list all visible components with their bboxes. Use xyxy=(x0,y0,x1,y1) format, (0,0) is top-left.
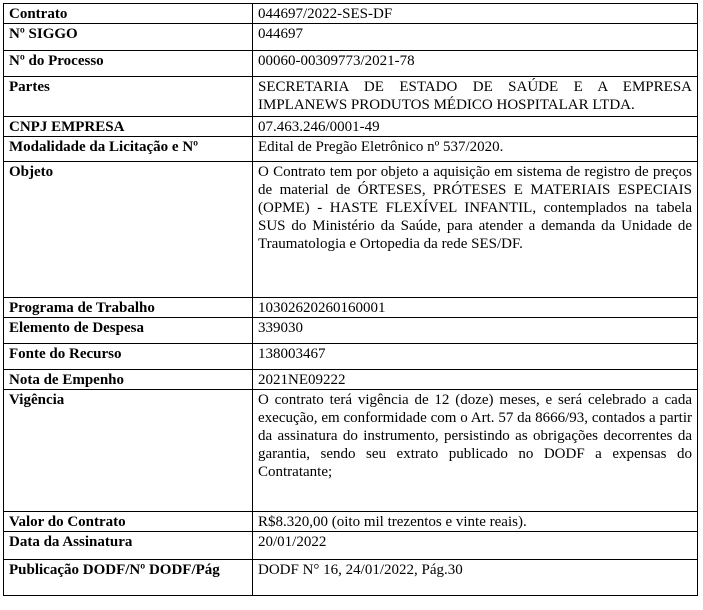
table-row xyxy=(4,298,698,318)
row-value: O contrato terá vigência de 12 (doze) meses, e será celebrado a cada execução, em conformidade com o Art. 57 da 8666/93, contados a partir da assinatura do instrumento, persistindo as obrigações decorrentes da garantia, sendo seu extrato publicado no DODF a expensas do Contratante; xyxy=(253,390,698,512)
row-value: 339030 xyxy=(253,318,698,344)
table-row xyxy=(4,560,698,596)
row-value: 07.463.246/0001-49 xyxy=(253,117,698,137)
contract-summary-table xyxy=(3,3,698,596)
row-value: Edital de Pregão Eletrônico nº 537/2020. xyxy=(253,137,698,162)
row-value: 044697/2022-SES-DF xyxy=(253,4,698,24)
row-label: Programa de Trabalho xyxy=(4,298,253,318)
row-value: SECRETARIA DE ESTADO DE SAÚDE E A EMPRESA IMPLANEWS PRODUTOS MÉDICO HOSPITALAR LTDA. xyxy=(253,77,698,117)
table-row xyxy=(4,4,698,24)
table-row xyxy=(4,51,698,77)
row-label: Contrato xyxy=(4,4,253,24)
row-label: Elemento de Despesa xyxy=(4,318,253,344)
table-row xyxy=(4,162,698,298)
row-label: Modalidade da Licitação e Nº xyxy=(4,137,253,162)
row-label: Data da Assinatura xyxy=(4,532,253,560)
row-label: Nota de Empenho xyxy=(4,370,253,390)
table-row xyxy=(4,344,698,370)
table-row xyxy=(4,512,698,532)
table-row xyxy=(4,390,698,512)
row-label: Valor do Contrato xyxy=(4,512,253,532)
table-row xyxy=(4,532,698,560)
row-value: 044697 xyxy=(253,24,698,51)
row-value: 2021NE09222 xyxy=(253,370,698,390)
table-row xyxy=(4,137,698,162)
row-value: 138003467 xyxy=(253,344,698,370)
row-value: DODF N° 16, 24/01/2022, Pág.30 xyxy=(253,560,698,596)
row-value: 10302620260160001 xyxy=(253,298,698,318)
row-label: Publicação DODF/Nº DODF/Pág xyxy=(4,560,253,596)
table-row xyxy=(4,370,698,390)
row-value: 00060-00309773/2021-78 xyxy=(253,51,698,77)
row-value: R$8.320,00 (oito mil trezentos e vinte reais). xyxy=(253,512,698,532)
row-label: Nº SIGGO xyxy=(4,24,253,51)
table-row xyxy=(4,24,698,51)
table-row xyxy=(4,117,698,137)
row-label: CNPJ EMPRESA xyxy=(4,117,253,137)
table-row xyxy=(4,77,698,117)
row-label: Vigência xyxy=(4,390,253,512)
row-value: 20/01/2022 xyxy=(253,532,698,560)
table-row xyxy=(4,318,698,344)
row-label: Fonte do Recurso xyxy=(4,344,253,370)
row-label: Objeto xyxy=(4,162,253,298)
row-label: Nº do Processo xyxy=(4,51,253,77)
row-value: O Contrato tem por objeto a aquisição em sistema de registro de preços de material de ÓRTESES, PRÓTESES E MATERIAIS ESPECIAIS (OPME) - HASTE FLEXÍVEL INFANTIL, contemplados na tabela SUS do Ministério da Saúde, para atender a demanda da Unidade de Traumatologia e Ortopedia da rede SES/DF. xyxy=(253,162,698,298)
row-label: Partes xyxy=(4,77,253,117)
